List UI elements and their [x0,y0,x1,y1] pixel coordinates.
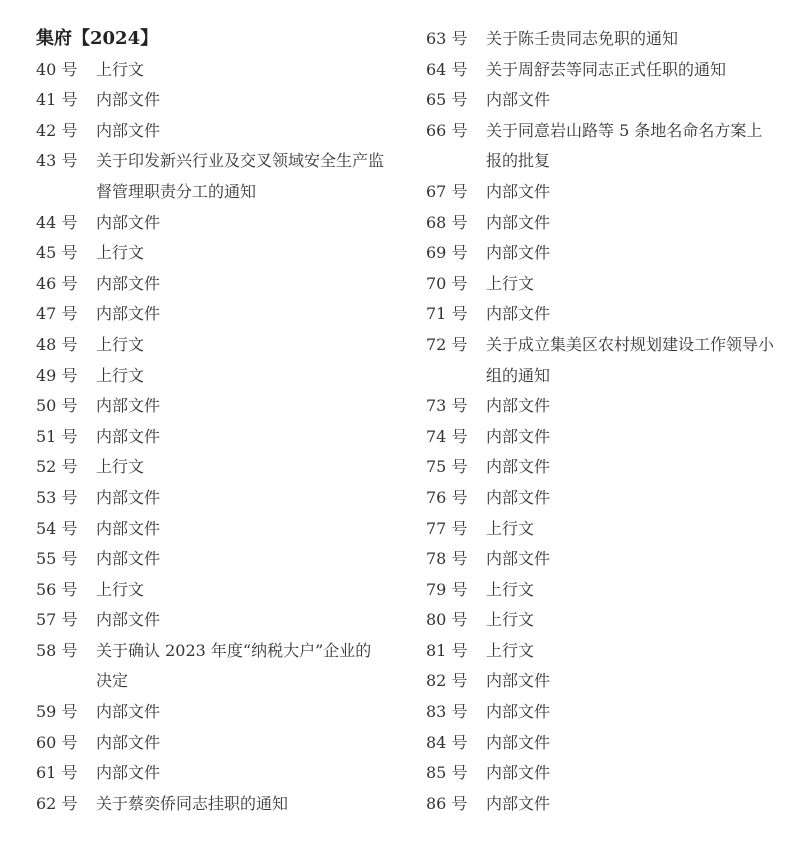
document-number: 50 号 [36,396,78,416]
document-number: 73 号 [426,396,468,416]
list-item [36,636,396,697]
document-number: 53 号 [36,487,78,507]
list-item [426,697,786,728]
document-title: 内部文件 [96,212,161,232]
document-heading: 集府【2024】 [36,28,159,49]
document-number: 44 号 [36,212,78,232]
list-item [426,605,786,636]
document-title: 上行文 [486,610,535,630]
document-number: 45 号 [36,243,78,263]
document-title: 内部文件 [96,304,161,324]
document-title: 上行文 [96,334,145,354]
document-number: 76 号 [426,487,468,507]
document-number: 72 号 [426,334,468,354]
document-title: 内部文件 [96,732,161,752]
list-item [36,116,396,147]
document-title: 内部文件 [96,487,161,507]
document-title: 上行文 [486,640,535,660]
document-title: 内部文件 [96,549,161,569]
list-item [426,116,786,177]
list-item [36,361,396,392]
list-item [36,514,396,545]
list-item [426,728,786,759]
document-number: 62 号 [36,793,78,813]
document-title: 内部文件 [96,273,161,293]
document-title: 关于蔡奕侨同志挂职的通知 [96,793,289,813]
list-item [36,452,396,483]
document-title: 关于陈壬贵同志免职的通知 [486,29,679,48]
document-number: 48 号 [36,334,78,354]
list-item [36,697,396,728]
document-title: 内部文件 [486,90,551,110]
document-title: 关于确认 2023 年度“纳税大户”企业的决定 [96,640,372,691]
document-number: 66 号 [426,120,468,140]
list-item [36,238,396,269]
document-number: 78 号 [426,549,468,569]
document-title: 上行文 [486,579,535,599]
document-title: 内部文件 [486,793,551,813]
document-number: 57 号 [36,610,78,630]
document-title: 内部文件 [486,671,551,691]
document-number: 70 号 [426,273,468,293]
left-column [36,24,396,819]
document-number: 61 号 [36,763,78,783]
document-number: 49 号 [36,365,78,385]
list-item [426,789,786,820]
document-title: 内部文件 [486,702,551,722]
document-number: 68 号 [426,212,468,232]
list-item [426,422,786,453]
document-number: 69 号 [426,243,468,263]
document-title: 内部文件 [486,212,551,232]
document-number: 71 号 [426,304,468,324]
document-title: 内部文件 [96,120,161,140]
document-title: 关于同意岩山路等 5 条地名命名方案上报的批复 [486,120,763,171]
document-list-left [36,55,396,820]
document-title: 上行文 [96,243,145,263]
document-title: 内部文件 [486,181,551,201]
document-number: 47 号 [36,304,78,324]
list-item [426,85,786,116]
document-number: 77 号 [426,518,468,538]
document-title: 上行文 [96,579,145,599]
list-item [426,483,786,514]
list-item [36,269,396,300]
document-title: 关于印发新兴行业及交叉领域安全生产监督管理职责分工的通知 [96,151,385,201]
list-item [426,544,786,575]
document-number: 80 号 [426,610,468,630]
document-number: 85 号 [426,763,468,783]
document-number: 75 号 [426,457,468,477]
document-number: 56 号 [36,579,78,599]
document-number: 46 号 [36,273,78,293]
list-item [426,238,786,269]
list-item [36,85,396,116]
document-number: 43 号 [36,151,78,171]
document-number: 74 号 [426,426,468,446]
list-item [426,758,786,789]
document-number: 41 号 [36,90,78,110]
list-item [36,208,396,239]
document-number: 84 号 [426,732,468,752]
list-item [426,208,786,239]
list-item [426,269,786,300]
list-item [426,666,786,697]
document-number: 54 号 [36,518,78,538]
list-item [426,177,786,208]
document-title: 内部文件 [486,763,551,783]
document-number: 83 号 [426,702,468,722]
list-item [36,544,396,575]
document-number: 82 号 [426,671,468,691]
document-title: 内部文件 [96,610,161,630]
list-item [36,728,396,759]
document-title: 内部文件 [96,426,161,446]
document-number: 60 号 [36,732,78,752]
document-title: 内部文件 [486,457,551,477]
list-item [426,391,786,422]
document-title: 内部文件 [486,732,551,752]
list-item [36,391,396,422]
document-number: 67 号 [426,181,468,201]
document-number: 52 号 [36,457,78,477]
document-title: 内部文件 [486,396,551,416]
document-title: 内部文件 [96,702,161,722]
document-number: 81 号 [426,640,468,660]
document-title: 上行文 [486,273,535,293]
list-item [36,758,396,789]
document-title: 内部文件 [486,304,551,324]
document-title: 内部文件 [486,426,551,446]
list-item [36,483,396,514]
document-title: 内部文件 [486,549,551,569]
document-title: 关于周舒芸等同志正式任职的通知 [486,59,727,79]
document-number: 79 号 [426,579,468,599]
document-title: 上行文 [486,518,535,538]
list-item [36,146,396,207]
document-title: 内部文件 [96,763,161,783]
list-item [36,605,396,636]
document-number: 42 号 [36,120,78,140]
list-item [426,55,786,86]
document-number: 40 号 [36,59,78,79]
list-item [426,299,786,330]
list-item [426,24,786,55]
right-column [426,24,786,819]
document-number: 55 号 [36,549,78,569]
document-number: 86 号 [426,793,468,813]
document-title: 内部文件 [486,487,551,507]
document-title: 内部文件 [96,518,161,538]
document-number: 58 号 [36,640,78,660]
list-item [36,422,396,453]
document-title: 内部文件 [96,90,161,110]
document-title: 关于成立集美区农村规划建设工作领导小组的通知 [486,334,775,385]
document-number: 65 号 [426,90,468,110]
document-number: 63 号 [426,29,468,48]
document-number: 64 号 [426,59,468,79]
document-title: 内部文件 [486,243,551,263]
document-title: 上行文 [96,365,145,385]
document-number: 59 号 [36,702,78,722]
list-item [426,330,786,391]
document-list-right [426,24,786,819]
list-item [36,55,396,86]
document-title: 上行文 [96,59,145,79]
list-item [36,789,396,820]
list-item [36,330,396,361]
list-item [426,514,786,545]
document-number: 51 号 [36,426,78,446]
document-title: 内部文件 [96,396,161,416]
list-item [426,452,786,483]
document-title: 上行文 [96,457,145,477]
list-item [36,299,396,330]
list-item [426,575,786,606]
list-item [426,636,786,667]
list-item [36,575,396,606]
